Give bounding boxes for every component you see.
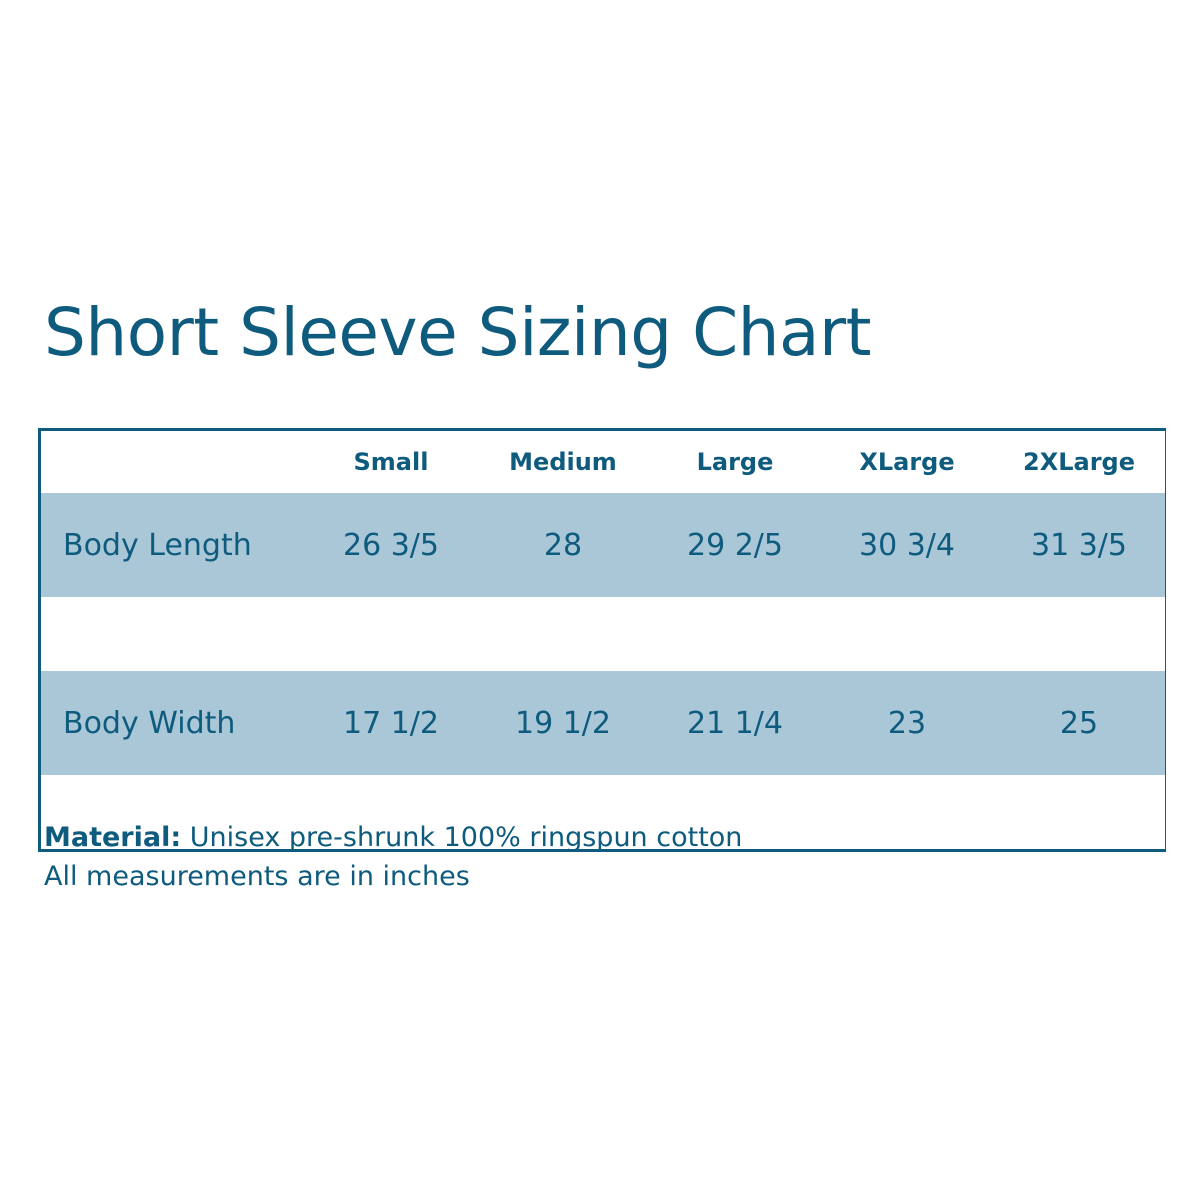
table-header-row — [41, 431, 1165, 493]
cell-body-length-large: 29 2/5 — [649, 493, 821, 597]
cell-body-width-small: 17 1/2 — [305, 671, 477, 775]
spacer-cell — [993, 775, 1165, 849]
cell-body-length-medium: 28 — [477, 493, 649, 597]
column-header-medium: Medium — [477, 431, 649, 493]
column-header-2xlarge: 2XLarge — [993, 431, 1165, 493]
sizing-table — [41, 431, 1165, 849]
spacer-cell — [477, 597, 649, 671]
spacer-cell — [41, 597, 305, 671]
cell-body-length-xlarge: 30 3/4 — [821, 493, 993, 597]
table-spacer-row — [41, 597, 1165, 671]
cell-body-width-medium: 19 1/2 — [477, 671, 649, 775]
sizing-table-container — [38, 428, 1166, 852]
material-note — [44, 818, 742, 857]
row-label-body-length: Body Length — [41, 493, 305, 597]
cell-body-width-2xlarge: 25 — [993, 671, 1165, 775]
cell-body-width-xlarge: 23 — [821, 671, 993, 775]
material-text: Unisex pre-shrunk 100% ringspun cotton — [189, 822, 743, 853]
cell-body-length-small: 26 3/5 — [305, 493, 477, 597]
spacer-cell — [305, 597, 477, 671]
notes-block — [44, 818, 742, 896]
spacer-cell — [821, 775, 993, 849]
measurement-note: All measurements are in inches — [44, 861, 470, 893]
row-label-body-width: Body Width — [41, 671, 305, 775]
material-label: Material: — [44, 822, 182, 853]
column-header-blank — [41, 431, 305, 493]
spacer-cell — [821, 597, 993, 671]
spacer-cell — [993, 597, 1165, 671]
page-title: Short Sleeve Sizing Chart — [44, 294, 871, 371]
table-row — [41, 671, 1165, 775]
table-row — [41, 493, 1165, 597]
column-header-xlarge: XLarge — [821, 431, 993, 493]
cell-body-length-2xlarge: 31 3/5 — [993, 493, 1165, 597]
spacer-cell — [649, 597, 821, 671]
cell-body-width-large: 21 1/4 — [649, 671, 821, 775]
column-header-small: Small — [305, 431, 477, 493]
column-header-large: Large — [649, 431, 821, 493]
